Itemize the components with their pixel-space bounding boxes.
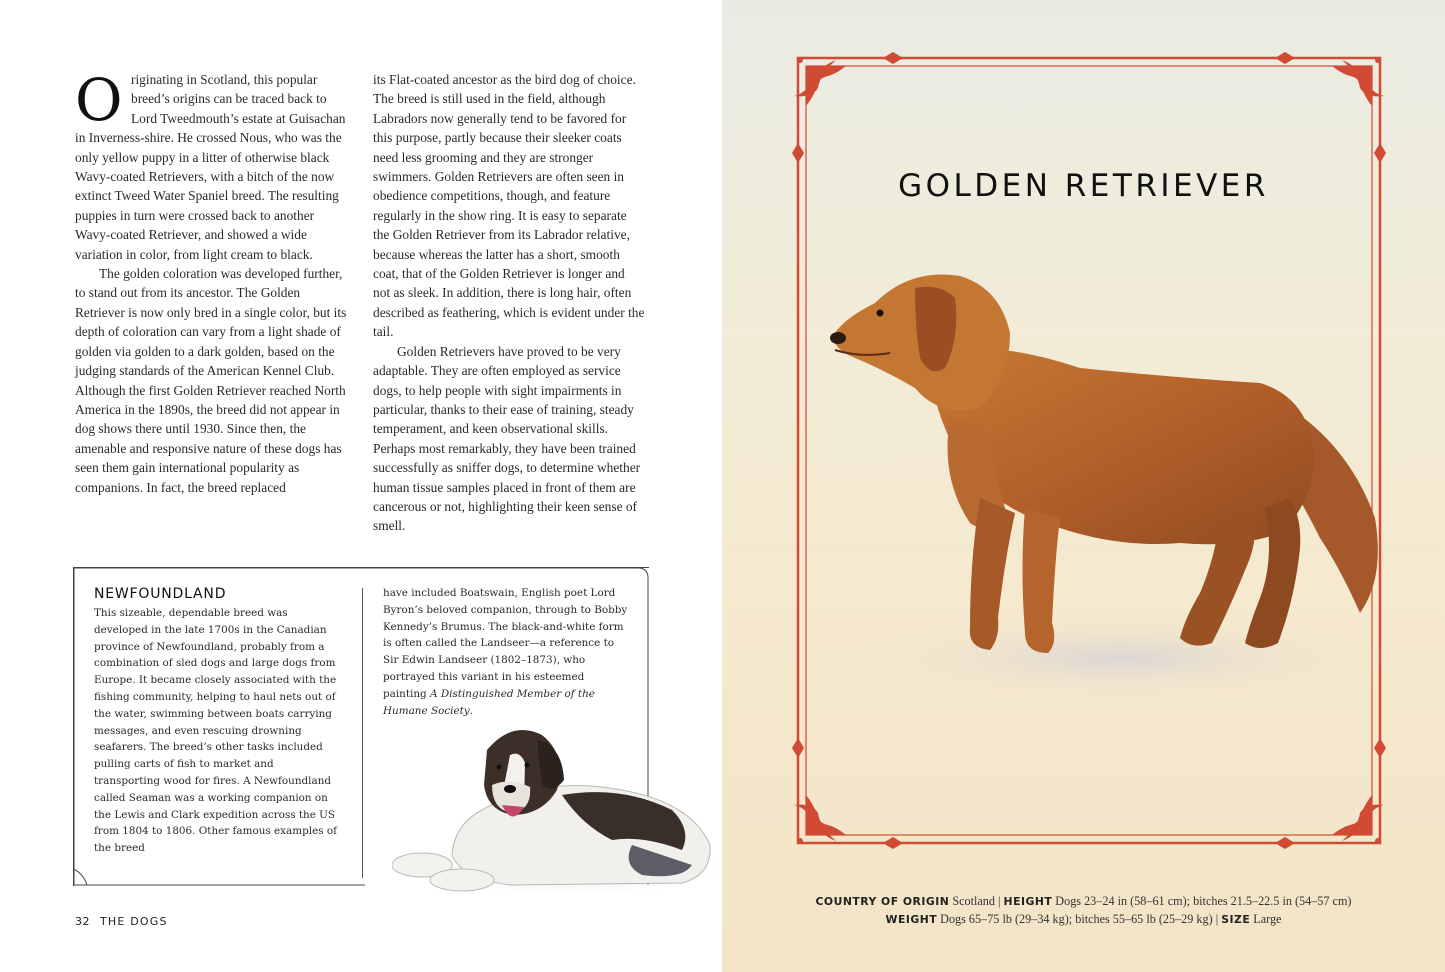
- body-paragraph-3: its Flat-coated ancestor as the bird dog of choice. The breed is still used in the field, although Labradors now generally tend to be favored for this purpose, partly because their sleeker coats need less grooming and they are stronger swimmers. Golden Retrievers are often seen in obedience competitions, though, and feature regularly in the show ring. It is easy to separate the Golden Retriever from its Labrador relative, because whereas the latter has a short, smooth coat, that of the Golden Retriever is longer and not as sleek. In addition, there is long hair, often described as feathering, which is evident under the tail.: [373, 72, 645, 340]
- body-paragraph-1: riginating in Scotland, this popular breed’s origins can be traced back to Lord Tweedmouth’s estate at Guisachan in Inverness-shire. He crossed Nous, who was the only yellow puppy in a litter of otherwise black Wavy-coated Retrievers, with a bitch of the now extinct Tweed Water Spaniel breed. The resulting puppies in turn were crossed back to another Wavy-coated Retriever, and showed a wide variation in color, from light cream to black.: [75, 72, 346, 262]
- sidebar-title: NEWFOUNDLAND: [94, 586, 227, 602]
- sidebar-column-1: [94, 605, 339, 857]
- origin-label: COUNTRY OF ORIGIN: [815, 895, 950, 908]
- weight-value: Dogs 65–75 lb (29–34 kg); bitches 55–65 lb (25–29 kg): [940, 911, 1213, 926]
- newfoundland-illustration-icon: [392, 715, 722, 900]
- sidebar-column-2: [383, 585, 628, 719]
- stats-separator: |: [1215, 911, 1219, 926]
- breed-stats: [722, 893, 1445, 928]
- page-footer: [75, 915, 168, 928]
- stats-separator: |: [998, 894, 1001, 908]
- weight-label: WEIGHT: [885, 912, 938, 926]
- sidebar-text-2: have included Boatswain, English poet Lord Byron’s beloved companion, through to Bobby Kennedy’s Brumus. The black-and-white form is often called the Landseer—a reference to Sir Edwin Landseer (1802–1873), who portrayed this variant in his esteemed painting: [383, 587, 628, 700]
- body-paragraph-4: Golden Retrievers have proved to be very adaptable. They are often employed as service dogs, to help people with sight impairments in particular, thanks to their ease of training, steady temperament, and keen observational skills. Perhaps most remarkably, they have been trained successfully as sniffer dogs, to determine whether human tissue samples placed in front of them are cancerous or not, highlighting their keen sense of smell.: [373, 343, 641, 534]
- height-value: Dogs 23–24 in (58–61 cm); bitches 21.5–22.5 in (54–57 cm): [1055, 894, 1352, 908]
- size-value: Large: [1253, 911, 1282, 926]
- stats-line-2: [722, 911, 1445, 929]
- breed-title: GOLDEN RETRIEVER: [898, 168, 1269, 204]
- origin-value: Scotland: [952, 894, 995, 908]
- sidebar-text-1: This sizeable, dependable breed was developed in the late 1700s in the Canadian province of Newfoundland, probably from a combination of sled dogs and large dogs from Europe. It became closely associated with the fishing community, helping to haul nets out of the water, swimming between boats carrying messages, and even rescuing drowning seafarers. The breed’s other tasks included pulling carts of fish to market and transporting wood for fires. A Newfoundland called Seaman was a working companion on the Lewis and Clark expedition across the US from 1804 to 1806. Other famous examples of the breed: [94, 607, 337, 855]
- golden-retriever-illustration-icon: [820, 258, 1385, 703]
- drop-cap: O: [75, 66, 123, 134]
- section-name: THE DOGS: [100, 915, 168, 928]
- page-number: 32: [75, 915, 90, 928]
- height-label: HEIGHT: [1003, 895, 1053, 908]
- stats-line-1: [722, 893, 1445, 911]
- body-column-1: [75, 66, 347, 497]
- size-label: SIZE: [1221, 912, 1251, 926]
- body-column-2: [373, 70, 645, 536]
- sidebar-column-divider: [362, 588, 363, 878]
- body-paragraph-2: The golden coloration was developed further, to stand out from its ancestor. The Golden Retriever is now only bred in a single color, but its depth of coloration can vary from a light shade of golden via golden to a dark golden, based on the judging standards of the American Kennel Club. Although the first Golden Retriever reached North America in the 1890s, the breed did not appear in dog shows there until 1930. Since then, the amenable and responsive nature of these dogs has seen them gain international popularity as companions. In fact, the breed replaced: [75, 266, 347, 495]
- painting-title: A Distinguished Member of the Humane Society: [383, 687, 595, 717]
- left-page: [0, 0, 722, 972]
- sidebar-text-end: .: [469, 704, 473, 717]
